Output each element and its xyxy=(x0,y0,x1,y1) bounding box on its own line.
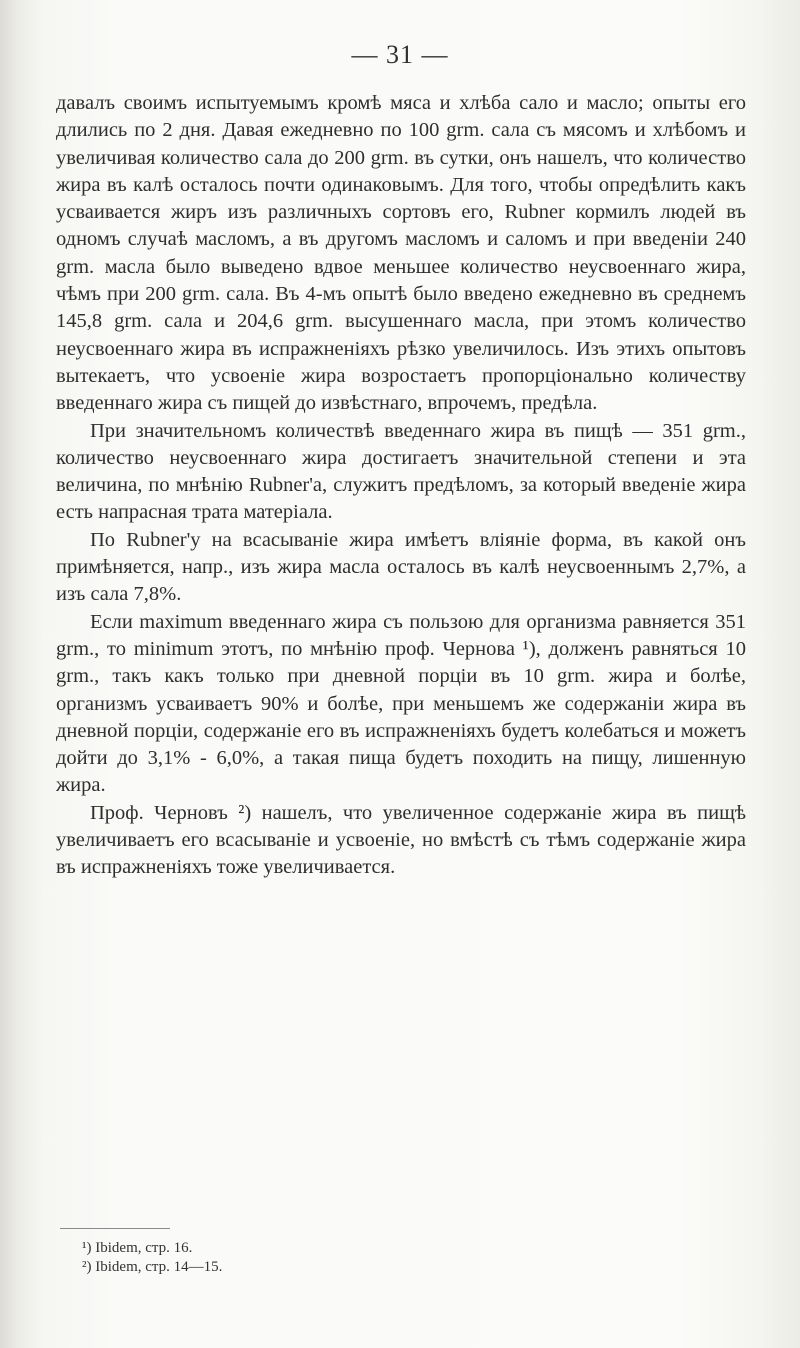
body-text xyxy=(56,90,746,882)
footnote: ²) Ibidem, стр. 14—15. xyxy=(82,1259,223,1275)
paragraph: Если maximum введеннаго жира съ пользою для организма равняется 351 grm., то minimum этотъ, по мнѣнію проф. Чернова ¹), долженъ равняться 10 grm., такъ какъ только при дневной порціи въ 10 grm. жира и болѣе, организмъ усваиваетъ 90% и болѣе, при меньшемъ же содержаніи жира въ дневной порціи, содержаніе его въ испражненіяхъ будетъ колебаться и можетъ дойти до 3,1% - 6,0%, а такая пища будетъ походить на пищу, лишенную жира. xyxy=(56,610,746,797)
footnote: ¹) Ibidem, стр. 16. xyxy=(82,1240,193,1256)
page-number: — 31 — xyxy=(351,40,449,69)
paragraph: Проф. Черновъ ²) нашелъ, что увеличенное содержаніе жира въ пищѣ увеличиваетъ его всасываніе и усвоеніе, но вмѣстѣ съ тѣмъ содержаніе жира въ испражненіяхъ тоже увеличивается. xyxy=(56,801,746,879)
paragraph: давалъ своимъ испытуемымъ кромѣ мяса и хлѣба сало и масло; опыты его длились по 2 дня. Давая ежедневно по 100 grm. сала съ мясомъ и хлѣбомъ и увеличивая количество сала до 200 grm. въ сутки, онъ нашелъ, что количество жира въ калѣ осталось почти одинаковымъ. Для того, чтобы опредѣлить какъ усваивается жиръ изъ различныхъ сортовъ его, Rubner кормилъ людей въ одномъ случаѣ масломъ, а въ другомъ масломъ и саломъ и при введеніи 240 grm. масла было выведено вдвое меньшее количество неусвоеннаго жира, чѣмъ при 200 grm. сала. Въ 4-мъ опытѣ было введено ежедневно въ среднемъ 145,8 grm. сала и 204,6 grm. высушеннаго масла, при этомъ количество неусвоеннаго жира въ испражненіяхъ рѣзко увеличилось. Изъ этихъ опытовъ вытекаетъ, что усвоеніе жира возростаетъ пропорціонально количеству введеннаго жира съ пищей до извѣстнаго, впрочемъ, предѣла. xyxy=(56,92,746,415)
paragraph: По Rubner'у на всасываніе жира имѣетъ вліяніе форма, въ какой онъ примѣняется, напр., изъ жира масла осталось въ калѣ неусвоеннымъ 2,7%, а изъ сала 7,8%. xyxy=(56,528,746,606)
footnotes xyxy=(82,1228,722,1277)
paragraph: При значительномъ количествѣ введеннаго жира въ пищѣ — 351 grm., количество неусвоеннаго жира достигаетъ значительной степени и эта величина, по мнѣнію Rubner'а, служитъ предѣломъ, за который введеніе жира есть напрасная трата матеріала. xyxy=(56,419,746,524)
footnote-rule xyxy=(60,1228,170,1229)
